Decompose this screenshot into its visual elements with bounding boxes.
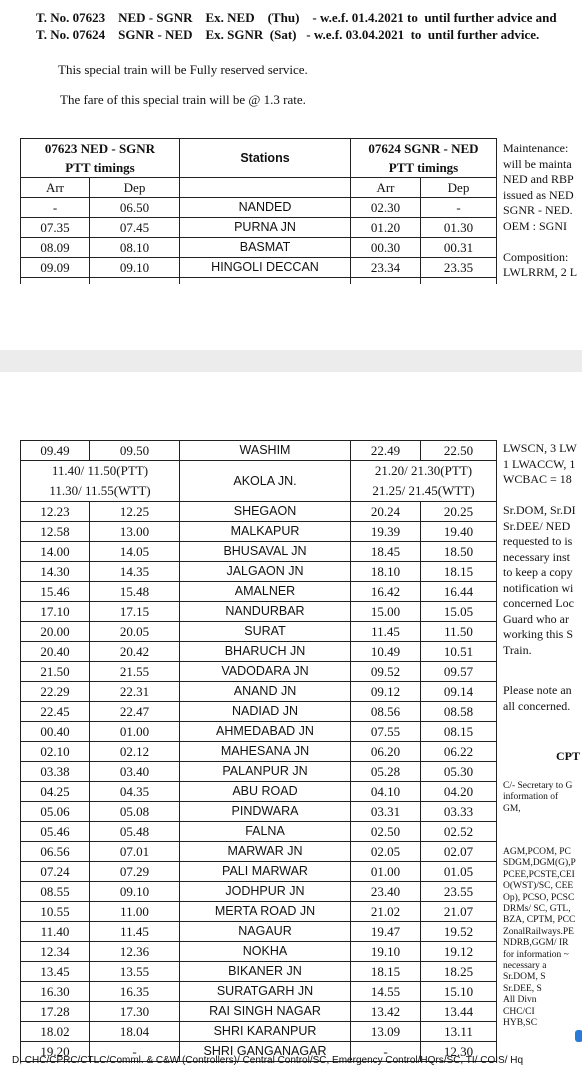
- table-row: [21, 962, 497, 982]
- dep-time: 09.57: [421, 662, 497, 682]
- dep-time: 09.10: [90, 258, 180, 278]
- side-note-line: will be mainta: [503, 156, 572, 171]
- side-note-line: PCEE,PCSTE,CEI: [503, 869, 575, 880]
- dep-time: 18.25: [421, 962, 497, 982]
- arr-time: 13.42: [351, 1002, 421, 1022]
- table-row: [21, 762, 497, 782]
- side-note-line: SDGM,DGM(G),P: [503, 858, 576, 869]
- dep-time: 13.00: [90, 522, 180, 542]
- dep-time: 13.44: [421, 1002, 497, 1022]
- dep-time: 11.00: [90, 902, 180, 922]
- table-row: [21, 258, 497, 278]
- page-bottom: [0, 372, 582, 1070]
- arr-time: 02.05: [351, 842, 421, 862]
- arr-time: 03.38: [21, 762, 90, 782]
- dep-time: 12.30: [421, 1042, 497, 1062]
- side-notes-please: [503, 683, 572, 714]
- fare-note: The fare of this special train will be @ 1.3 rate.: [60, 92, 306, 107]
- dep-time: 21.07: [421, 902, 497, 922]
- dep-time: 05.08: [90, 802, 180, 822]
- arr-time: 02.10: [21, 742, 90, 762]
- arr-time: 03.31: [351, 802, 421, 822]
- dep-time: 22.50: [421, 441, 497, 461]
- side-note-line: notification wi: [503, 580, 574, 595]
- header-line-2: T. No. 07624 SGNR - NED Ex. SGNR (Sat) - w.e.f. 03.04.2021 to until further advice.: [36, 27, 540, 42]
- dep-time: 11.45: [90, 922, 180, 942]
- arr-time: 08.56: [351, 702, 421, 722]
- arr-time: 07.24: [21, 862, 90, 882]
- dep-time: 13.55: [90, 962, 180, 982]
- arr-time: -: [21, 198, 90, 218]
- arr-time: 09.12: [351, 682, 421, 702]
- table-row-akola: [21, 461, 497, 482]
- side-note-line: necessary a: [503, 961, 547, 972]
- arr-time: 08.55: [21, 882, 90, 902]
- side-note-line: issued as NED: [503, 187, 574, 202]
- side-notes-top: [503, 141, 577, 281]
- arr-time: 10.55: [21, 902, 90, 922]
- dep-time: 01.05: [421, 862, 497, 882]
- side-note-line: C/- Secretary to G: [503, 781, 573, 791]
- table-row: [21, 542, 497, 562]
- arr-time: 19.20: [21, 1042, 90, 1062]
- arr-time: 09.09: [21, 258, 90, 278]
- station-name: NANDED: [180, 198, 351, 218]
- station-name: NOKHA: [180, 942, 351, 962]
- dep-time: 09.50: [90, 441, 180, 461]
- arr-time: 04.10: [351, 782, 421, 802]
- arr-time: 12.23: [21, 502, 90, 522]
- station-name: MARWAR JN: [180, 842, 351, 862]
- side-note-line: Please note an: [503, 683, 572, 697]
- dep-time: 16.44: [421, 582, 497, 602]
- dep-time: 12.25: [90, 502, 180, 522]
- station-name: WASHIM: [180, 441, 351, 461]
- arr-time: 18.02: [21, 1022, 90, 1042]
- table-row: [21, 502, 497, 522]
- side-note-line: Op), PCSO, PCSC: [503, 892, 575, 903]
- arr-time: -: [351, 1042, 421, 1062]
- station-name: MAHESANA JN: [180, 742, 351, 762]
- side-note-line: necessary inst: [503, 549, 570, 564]
- arr-time: 23.40: [351, 882, 421, 902]
- dep-time: 05.48: [90, 822, 180, 842]
- left-train-title: 07623 NED - SGNR: [21, 139, 180, 159]
- page-top: [0, 0, 582, 350]
- arr-time: 22.45: [21, 702, 90, 722]
- dep-time: 07.01: [90, 842, 180, 862]
- table-row: [21, 782, 497, 802]
- dep-time: 19.12: [421, 942, 497, 962]
- dep-time: 03.33: [421, 802, 497, 822]
- station-name: ANAND JN: [180, 682, 351, 702]
- station-name: MALKAPUR: [180, 522, 351, 542]
- station-name: SURAT: [180, 622, 351, 642]
- table-row: [21, 862, 497, 882]
- dep-time: 22.47: [90, 702, 180, 722]
- dep-time: 19.52: [421, 922, 497, 942]
- table-row: [21, 1022, 497, 1042]
- arr-time: 13.09: [351, 1022, 421, 1042]
- station-name: JODHPUR JN: [180, 882, 351, 902]
- dep-header: Dep: [421, 178, 497, 198]
- page-gap: [0, 350, 582, 372]
- arr-time: 07.35: [21, 218, 90, 238]
- side-notes-instructions: [503, 503, 576, 658]
- dep-time: 20.25: [421, 502, 497, 522]
- side-note-line: DRMs/ SC, GTL,: [503, 904, 571, 915]
- timetable-top: [20, 138, 497, 284]
- arr-time: 14.30: [21, 562, 90, 582]
- akola-right-ptt: 21.20/ 21.30(PTT): [351, 461, 497, 482]
- side-note-line: requested to is: [503, 534, 573, 548]
- station-name: SHRI GANGANAGAR: [180, 1042, 351, 1062]
- table-row: [21, 662, 497, 682]
- dep-time: 23.35: [421, 258, 497, 278]
- arr-time: 14.55: [351, 982, 421, 1002]
- station-name: HINGOLI DECCAN: [180, 258, 351, 278]
- dep-time: 15.05: [421, 602, 497, 622]
- arr-header: Arr: [351, 178, 421, 198]
- arr-time: 15.46: [21, 582, 90, 602]
- dep-time: 18.15: [421, 562, 497, 582]
- dep-time: 14.35: [90, 562, 180, 582]
- arr-time: 18.45: [351, 542, 421, 562]
- side-note-line: working this S: [503, 627, 574, 641]
- arr-time: 05.28: [351, 762, 421, 782]
- arr-time: 19.47: [351, 922, 421, 942]
- table-row: [21, 822, 497, 842]
- dep-time: 17.15: [90, 602, 180, 622]
- arr-time: 21.02: [351, 902, 421, 922]
- arr-time: 12.34: [21, 942, 90, 962]
- station-name: ABU ROAD: [180, 782, 351, 802]
- side-note-line: WCBAC = 18: [503, 472, 572, 486]
- dep-time: 09.14: [421, 682, 497, 702]
- side-note-line: O(WST)/SC, CEE: [503, 881, 574, 892]
- arr-time: 19.39: [351, 522, 421, 542]
- left-ptt-label: PTT timings: [21, 158, 180, 178]
- arr-time: 11.45: [351, 622, 421, 642]
- station-name: PALI MARWAR: [180, 862, 351, 882]
- arr-time: 20.40: [21, 642, 90, 662]
- arr-time: 16.42: [351, 582, 421, 602]
- side-note-line: LWSCN, 3 LW: [503, 441, 577, 455]
- table-row: [21, 218, 497, 238]
- dep-time: 00.31: [421, 238, 497, 258]
- arr-time: 01.00: [351, 862, 421, 882]
- dep-time: 08.15: [421, 722, 497, 742]
- station-name: SHEGAON: [180, 502, 351, 522]
- timetable-bottom: [20, 440, 497, 1062]
- station-name: NANDURBAR: [180, 602, 351, 622]
- dep-time: 20.42: [90, 642, 180, 662]
- dep-time: 14.05: [90, 542, 180, 562]
- table-row: [21, 742, 497, 762]
- table-row: [21, 682, 497, 702]
- dep-time: 05.30: [421, 762, 497, 782]
- station-name: MERTA ROAD JN: [180, 902, 351, 922]
- table-row: [21, 1002, 497, 1022]
- dep-time: 04.20: [421, 782, 497, 802]
- arr-time: 23.34: [351, 258, 421, 278]
- station-name: AHMEDABAD JN: [180, 722, 351, 742]
- side-note-line: All Divn: [503, 995, 537, 1006]
- dep-time: 21.55: [90, 662, 180, 682]
- arr-time: 06.20: [351, 742, 421, 762]
- arr-time: 12.58: [21, 522, 90, 542]
- dep-time: 06.22: [421, 742, 497, 762]
- reserved-note: This special train will be Fully reserved service.: [58, 62, 308, 77]
- side-note-line: NED and RBP: [503, 172, 574, 186]
- side-note-line: Composition:: [503, 249, 569, 264]
- station-name: NAGAUR: [180, 922, 351, 942]
- arr-time: 14.00: [21, 542, 90, 562]
- side-note-line: Train.: [503, 642, 532, 657]
- side-note-line: HYB,SC: [503, 1018, 538, 1029]
- right-ptt-label: PTT timings: [351, 158, 497, 178]
- side-note-line: NDRB,GGM/ IR: [503, 938, 569, 949]
- arr-time: 21.50: [21, 662, 90, 682]
- table-row: [21, 722, 497, 742]
- dep-time: 02.07: [421, 842, 497, 862]
- station-name: FALNA: [180, 822, 351, 842]
- arr-time: 19.10: [351, 942, 421, 962]
- arr-time: 15.00: [351, 602, 421, 622]
- dep-time: 08.58: [421, 702, 497, 722]
- arr-time: 18.10: [351, 562, 421, 582]
- station-name: BHARUCH JN: [180, 642, 351, 662]
- side-note-line: for information ~: [503, 949, 569, 960]
- arr-time: 11.40: [21, 922, 90, 942]
- akola-right-wtt: 21.25/ 21.45(WTT): [351, 481, 497, 502]
- dep-time: 15.48: [90, 582, 180, 602]
- table-row: [21, 842, 497, 862]
- side-cpt: CPT: [556, 749, 580, 763]
- arr-time: 04.25: [21, 782, 90, 802]
- arr-time: 02.30: [351, 198, 421, 218]
- side-note-line: LWLRRM, 2 L: [503, 265, 578, 279]
- side-note-line: SGNR - NED.: [503, 203, 573, 217]
- dep-time: 20.05: [90, 622, 180, 642]
- table-row: [21, 198, 497, 218]
- arr-time: 16.30: [21, 982, 90, 1002]
- arr-time: 22.49: [351, 441, 421, 461]
- arr-time: 17.28: [21, 1002, 90, 1022]
- table-row: [21, 802, 497, 822]
- header-line-1: T. No. 07623 NED - SGNR Ex. NED (Thu) - w.e.f. 01.4.2021 to until further advice and: [36, 10, 557, 25]
- side-note-line: GM,: [503, 803, 521, 814]
- arr-time: 07.55: [351, 722, 421, 742]
- station-name: AKOLA JN.: [180, 461, 351, 502]
- dep-time: 11.50: [421, 622, 497, 642]
- side-note-line: Guard who ar: [503, 611, 569, 626]
- dep-header: Dep: [90, 178, 180, 198]
- dep-time: 22.31: [90, 682, 180, 702]
- side-note-line: BZA, CPTM, PCC: [503, 915, 576, 926]
- side-note-line: 1 LWACCW, 1: [503, 456, 576, 471]
- table-row: [21, 882, 497, 902]
- station-name: BHUSAVAL JN: [180, 542, 351, 562]
- table-row: [21, 238, 497, 258]
- side-note-line: to keep a copy: [503, 565, 573, 579]
- station-name: BASMAT: [180, 238, 351, 258]
- side-distribution: [503, 847, 576, 1030]
- side-note-line: AGM,PCOM, PC: [503, 847, 571, 857]
- station-name: RAI SINGH NAGAR: [180, 1002, 351, 1022]
- table-row: [21, 522, 497, 542]
- dep-time: 01.00: [90, 722, 180, 742]
- side-notes-composition: [503, 441, 577, 488]
- table-row: [21, 441, 497, 461]
- table-row: [21, 582, 497, 602]
- arr-time: 09.52: [351, 662, 421, 682]
- arr-time: 00.40: [21, 722, 90, 742]
- dep-time: 23.55: [421, 882, 497, 902]
- empty-cell: [180, 178, 351, 198]
- station-name: VADODARA JN: [180, 662, 351, 682]
- dep-time: 07.29: [90, 862, 180, 882]
- dep-time: -: [421, 198, 497, 218]
- table-row: [21, 902, 497, 922]
- dep-time: 02.52: [421, 822, 497, 842]
- akola-left-wtt: 11.30/ 11.55(WTT): [21, 481, 180, 502]
- station-name: PURNA JN: [180, 218, 351, 238]
- side-note-line: Maintenance:: [503, 141, 569, 155]
- arr-time: 20.00: [21, 622, 90, 642]
- arr-time: 22.29: [21, 682, 90, 702]
- dep-time: 01.30: [421, 218, 497, 238]
- table-row: [21, 642, 497, 662]
- dep-time: 12.36: [90, 942, 180, 962]
- table-row: [21, 982, 497, 1002]
- arr-time: 02.50: [351, 822, 421, 842]
- side-note-line: [503, 234, 577, 250]
- station-name: AMALNER: [180, 582, 351, 602]
- side-note-line: Sr.DEE, S: [503, 983, 542, 994]
- side-note-line: OEM : SGNI: [503, 218, 568, 233]
- side-copy-to: [503, 781, 572, 815]
- dep-time: 03.40: [90, 762, 180, 782]
- dep-time: 04.35: [90, 782, 180, 802]
- dep-time: 02.12: [90, 742, 180, 762]
- dep-time: 10.51: [421, 642, 497, 662]
- scroll-indicator: [575, 1030, 582, 1042]
- arr-time: 10.49: [351, 642, 421, 662]
- dep-time: 09.10: [90, 882, 180, 902]
- dep-time: -: [90, 1042, 180, 1062]
- dep-time: 19.40: [421, 522, 497, 542]
- side-note-line: CHC/CI: [503, 1006, 535, 1017]
- station-name: JALGAON JN: [180, 562, 351, 582]
- table-row: [21, 942, 497, 962]
- arr-time: 09.49: [21, 441, 90, 461]
- dep-time: 06.50: [90, 198, 180, 218]
- station-name: PALANPUR JN: [180, 762, 351, 782]
- dep-time: 13.11: [421, 1022, 497, 1042]
- table-row: [21, 922, 497, 942]
- station-name: NADIAD JN: [180, 702, 351, 722]
- side-note-line: concerned Loc: [503, 596, 574, 610]
- stations-header: Stations: [180, 139, 351, 178]
- table-row: [21, 622, 497, 642]
- table-row: [21, 562, 497, 582]
- side-note-line: Sr.DOM, Sr.DI: [503, 503, 576, 517]
- dep-time: 08.10: [90, 238, 180, 258]
- dep-time: 18.50: [421, 542, 497, 562]
- arr-time: 18.15: [351, 962, 421, 982]
- arr-time: 05.06: [21, 802, 90, 822]
- dep-time: 07.45: [90, 218, 180, 238]
- station-name: PINDWARA: [180, 802, 351, 822]
- arr-time: 05.46: [21, 822, 90, 842]
- arr-time: 08.09: [21, 238, 90, 258]
- arr-time: 17.10: [21, 602, 90, 622]
- dep-time: 16.35: [90, 982, 180, 1002]
- side-note-line: ZonalRailways.PE: [503, 926, 574, 937]
- side-note-line: Sr.DOM, S: [503, 972, 546, 983]
- arr-header: Arr: [21, 178, 90, 198]
- station-name: SURATGARH JN: [180, 982, 351, 1002]
- arr-time: 01.20: [351, 218, 421, 238]
- side-note-line: all concerned.: [503, 698, 571, 713]
- arr-time: 06.56: [21, 842, 90, 862]
- arr-time: 20.24: [351, 502, 421, 522]
- dep-time: 17.30: [90, 1002, 180, 1022]
- side-note-line: Sr.DEE/ NED: [503, 518, 571, 533]
- station-name: BIKANER JN: [180, 962, 351, 982]
- dep-time: 18.04: [90, 1022, 180, 1042]
- arr-time: 00.30: [351, 238, 421, 258]
- side-note-line: information of: [503, 792, 559, 803]
- akola-left-ptt: 11.40/ 11.50(PTT): [21, 461, 180, 482]
- station-name: SHRI KARANPUR: [180, 1022, 351, 1042]
- right-train-title: 07624 SGNR - NED: [351, 139, 497, 159]
- arr-time: 13.45: [21, 962, 90, 982]
- dep-time: 15.10: [421, 982, 497, 1002]
- footer-distribution: D, CHC/CPRC/CTLC/Comml. & C&W (Controllers)/ Central Control/SC, Emergency Control/HQrs/SC, TI/ COIS/ Hq: [12, 1055, 524, 1066]
- table-row: [21, 702, 497, 722]
- table-row: [21, 602, 497, 622]
